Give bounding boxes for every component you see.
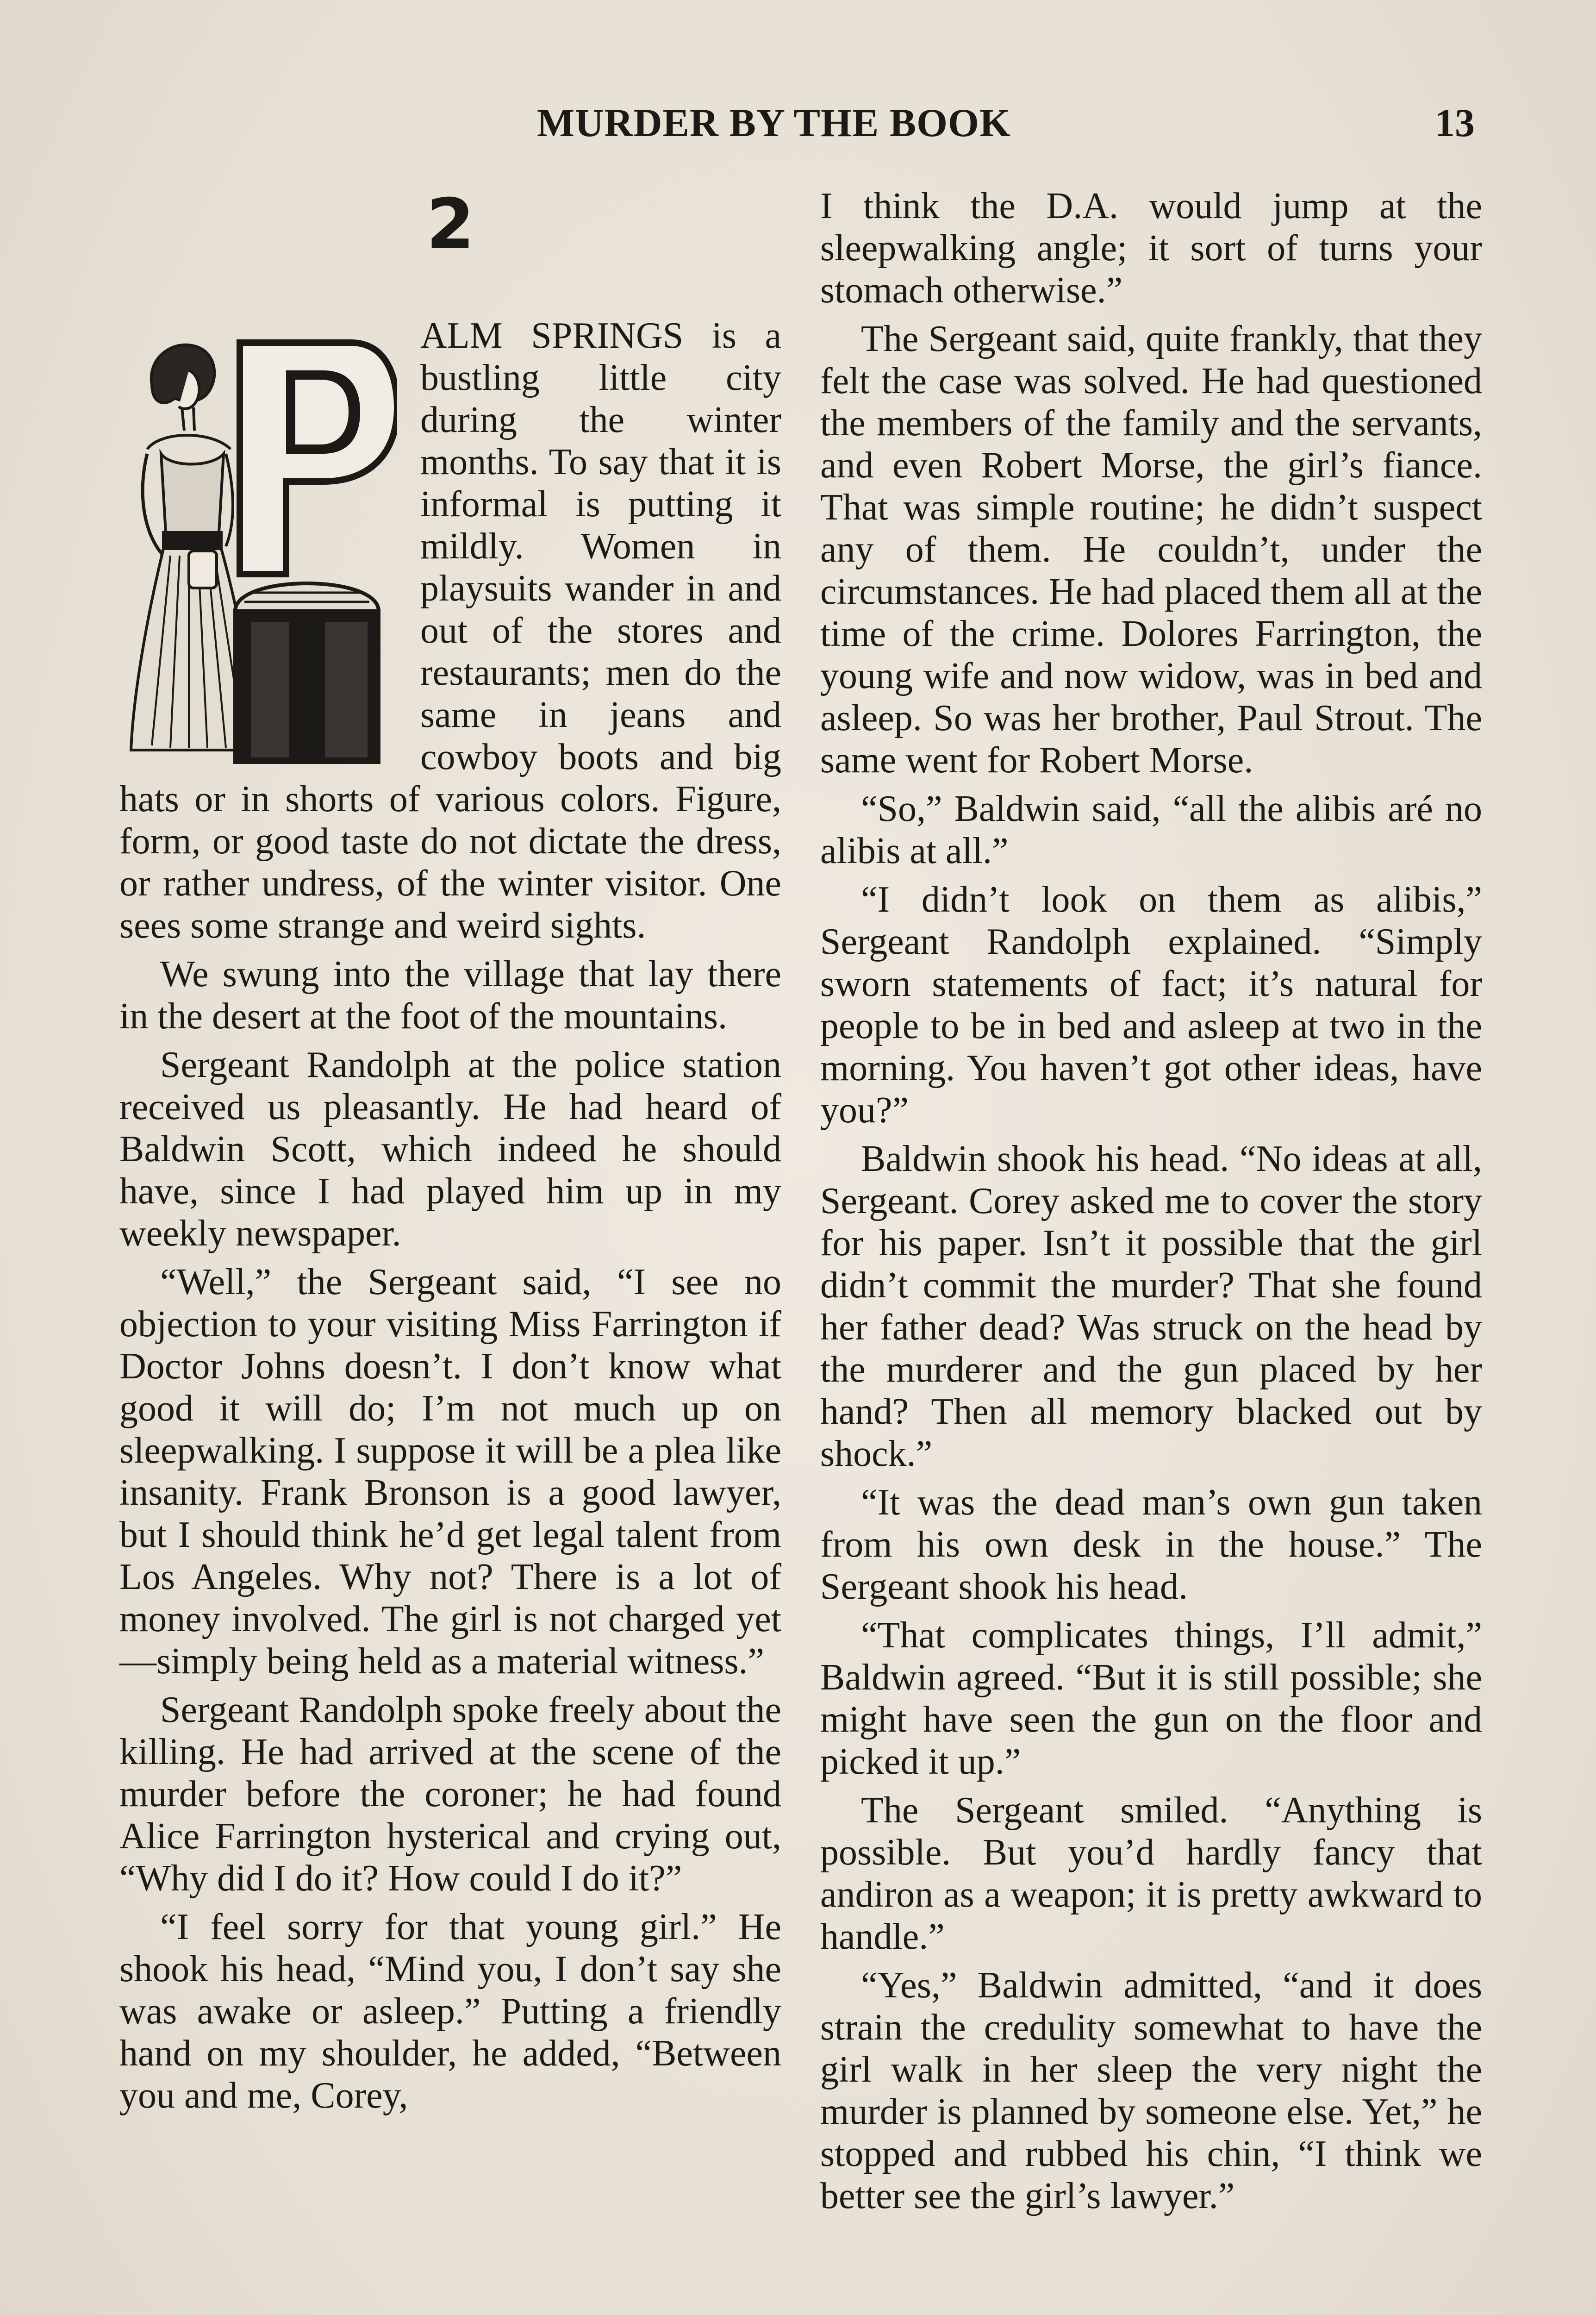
paragraph: “So,” Baldwin said, “all the alibis aré no alibis at all.”	[820, 788, 1482, 871]
right-column	[820, 185, 1482, 2224]
running-title: MURDER BY THE BOOK	[537, 100, 1011, 145]
paragraph: Sergeant Randolph spoke freely about the killing. He had arrived at the scene of the murder before the coroner; he had found Alice Farrington hysterical and crying out, “Why did I do it? How could I do it?”	[119, 1689, 781, 1899]
paragraph: “That complicates things, I’ll admit,” Baldwin agreed. “But it is still possible; she might have seen the gun on the floor and picked it up.”	[820, 1615, 1482, 1782]
paragraph: Baldwin shook his head. “No ideas at all, Sergeant. Corey asked me to cover the story for his paper. Isn’t it possible that the girl didn’t commit the murder? That she found her father dead? Was struck on the head by the murderer and the gun placed by her hand? Then all memory blacked out by shock.”	[820, 1139, 1482, 1474]
chapter-number: 2	[426, 184, 475, 265]
paragraph: “Well,” the Sergeant said, “I see no objection to your visiting Miss Farrington if Doctor Johns doesn’t. I don’t know what good it will do; I’m not much up on sleepwalking. I suppose it will be a plea like insanity. Frank Bronson is a good lawyer, but I should think he’d get legal talent from Los Angeles. Why not? There is a lot of money involved. The girl is not charged yet—simply being held as a material witness.”	[119, 1262, 781, 1682]
paragraph: The Sergeant smiled. “Anything is possible. But you’d hardly fancy that andiron as a weapon; it is pretty awkward to handle.”	[820, 1790, 1482, 1957]
page-number: 13	[1435, 100, 1475, 145]
paragraph: The Sergeant said, quite frankly, that they felt the case was solved. He had questioned the members of the family and the servants, and even Robert Morse, the girl’s fiance. That was simple routine; he didn’t suspect any of them. He couldn’t, under the circumstances. He had placed them all at the time of the crime. Dolores Farrington, the young wife and now widow, was in bed and asleep. So was her brother, Paul Strout. The same went for Robert Morse.	[820, 319, 1482, 781]
paragraph: “Yes,” Baldwin admitted, “and it does strain the credulity somewhat to have the girl walk in her sleep the very night the murder is planned by someone else. Yet,” he stopped and rubbed his chin, “I think we better see the girl’s lawyer.”	[820, 1965, 1482, 2216]
paragraph: I think the D.A. would jump at the sleepwalking angle; it sort of turns your stomach otherwise.”	[820, 186, 1482, 311]
paragraph: “It was the dead man’s own gun taken from his own desk in the house.” The Sergeant shook his head.	[820, 1482, 1482, 1607]
paragraph: “I feel sorry for that young girl.” He shook his head, “Mind you, I don’t say she was awake or asleep.” Putting a friendly hand on my shoulder, he added, “Between you and me, Corey,	[119, 1907, 781, 2116]
paragraph: Sergeant Randolph at the police station received us pleasantly. He had heard of Baldwin Scott, which indeed he should have, since I had played him up in my weekly newspaper.	[119, 1045, 781, 1254]
paragraph: “I didn’t look on them as alibis,” Sergeant Randolph explained. “Simply sworn statements of fact; it’s natural for people to be in bed and asleep at two in the morning. You haven’t got other ideas, have you?”	[820, 879, 1482, 1131]
left-column	[119, 184, 781, 2123]
drop-cap-illustration	[119, 315, 397, 764]
paragraph: We swung into the village that lay there in the desert at the foot of the mountains.	[119, 954, 781, 1037]
paragraph: ALM SPRINGS is a bustling little city during the winter months. To say that it is informal is putting it mildly. Women in playsuits wander in and out of the stores and restaurants; men do the same in jeans and cowboy boots and big hats or in shorts of various colors. Figure, form, or good taste do not dictate the dress, or rather undress, of the winter visitor. One sees some strange and weird sights.	[119, 315, 781, 946]
